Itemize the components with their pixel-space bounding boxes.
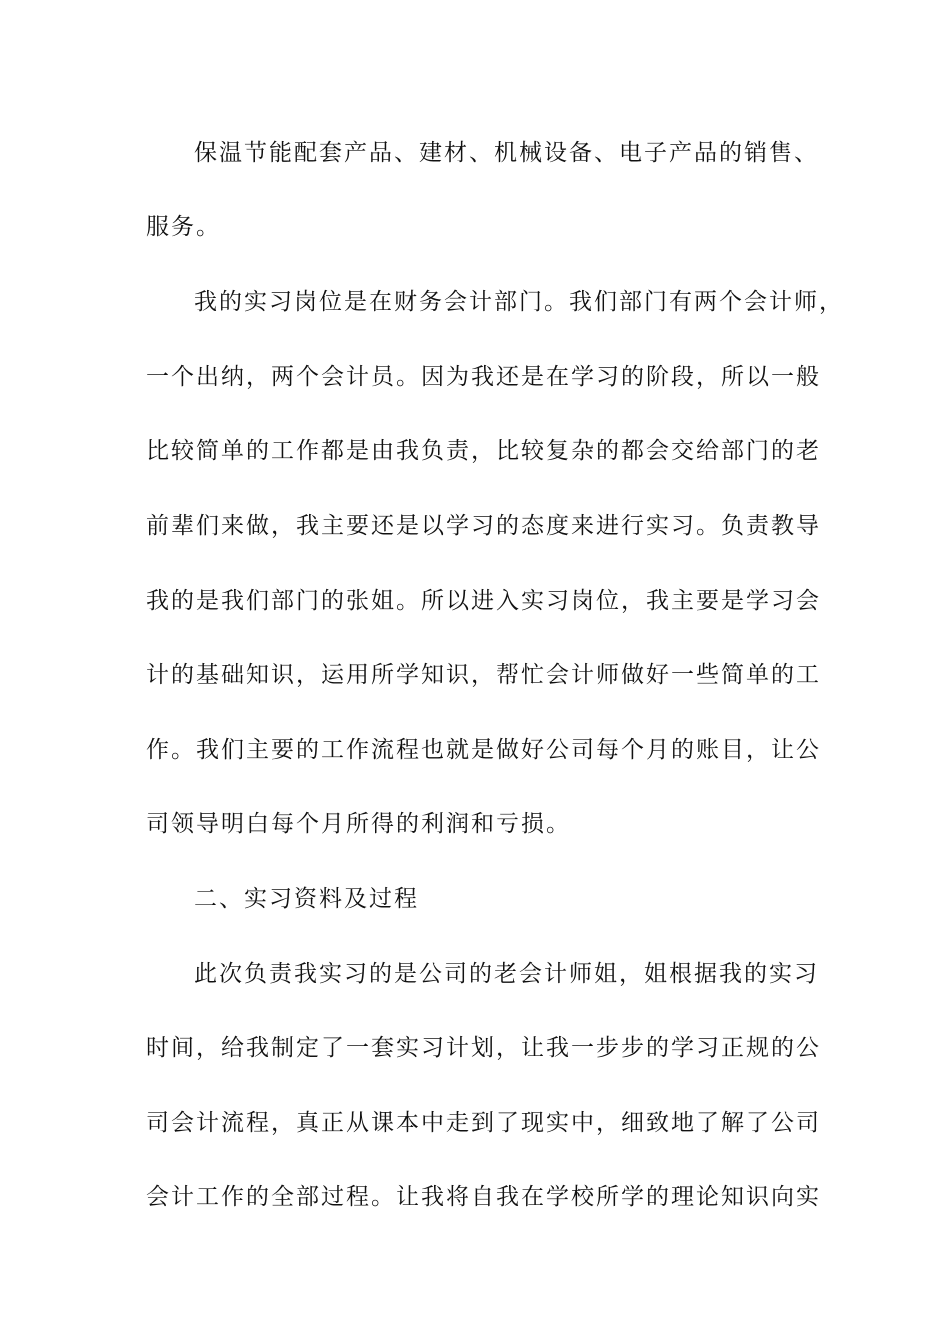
paragraph-line: 我的实习岗位是在财务会计部门。我们部门有两个会计师， [194,289,844,315]
paragraph-line: 计的基础知识，运用所学知识，帮忙会计师做好一些简单的工 [146,662,821,688]
paragraph-line: 时间，给我制定了一套实习计划，让我一步步的学习正规的公 [146,1035,821,1061]
section-heading: 二、实习资料及过程 [194,886,419,912]
paragraph-line: 会计工作的全部过程。让我将自我在学校所学的理论知识向实 [146,1184,821,1210]
paragraph-line: 此次负责我实习的是公司的老会计师姐，姐根据我的实习 [194,961,819,987]
paragraph-line: 一个出纳，两个会计员。因为我还是在学习的阶段，所以一般 [146,364,821,390]
paragraph-line: 作。我们主要的工作流程也就是做好公司每个月的账目，让公 [146,737,821,763]
paragraph-line: 司会计流程，真正从课本中走到了现实中，细致地了解了公司 [146,1110,821,1136]
paragraph-line: 比较简单的工作都是由我负责，比较复杂的都会交给部门的老 [146,438,821,464]
paragraph-line: 前辈们来做，我主要还是以学习的态度来进行实习。负责教导 [146,513,821,539]
paragraph-line: 我的是我们部门的张姐。所以进入实习岗位，我主要是学习会 [146,588,821,614]
paragraph-line: 保温节能配套产品、建材、机械设备、电子产品的销售、 [194,140,819,166]
paragraph-line: 司领导明白每个月所得的利润和亏损。 [146,811,571,837]
paragraph-line: 服务。 [146,214,221,240]
